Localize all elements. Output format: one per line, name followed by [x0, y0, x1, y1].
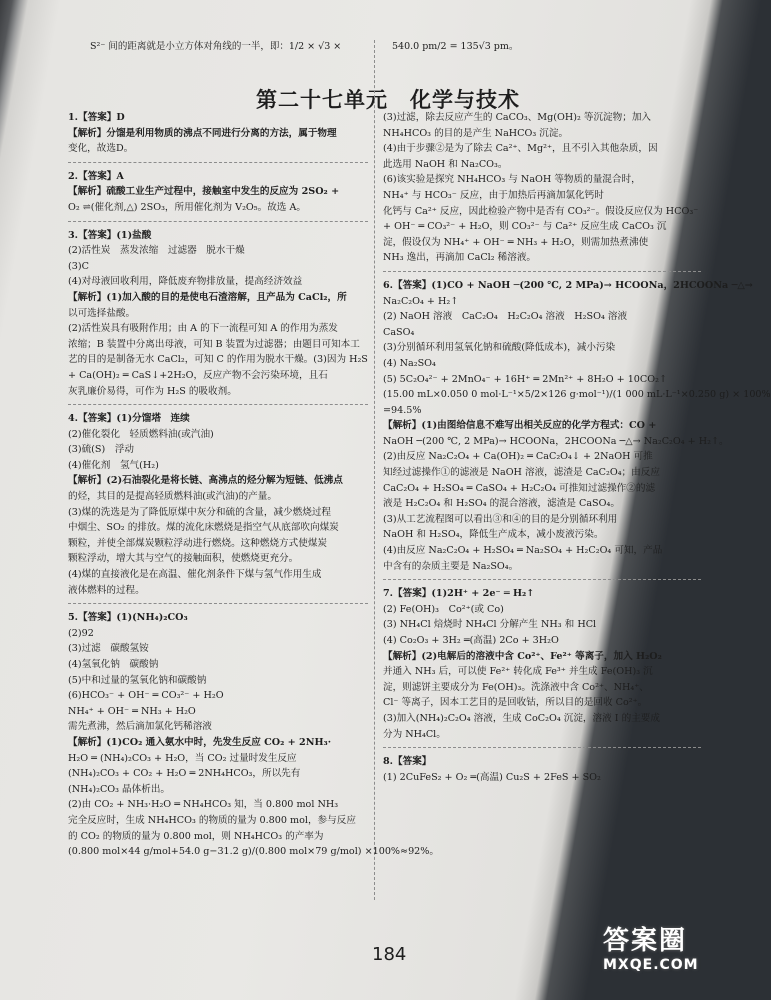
text-line: (3)过滤 碳酸氢铵: [68, 643, 149, 655]
text-line: (4)由反应 Na₂C₂O₄ + H₂SO₄ ═ Na₂SO₄ + H₂C₂O₄ 可知，产品: [383, 545, 663, 557]
text-line: (4)由于步骤②是为了除去 Ca²⁺、Mg²⁺，且不引入其他杂质，因: [383, 143, 658, 155]
text-line: NH₄⁺ + OH⁻ ═ NH₃ + H₂O: [68, 705, 196, 717]
text-line: 分为 NH₄Cl。: [383, 728, 446, 740]
answer-block: [383, 586, 701, 748]
answer-block: [383, 278, 771, 580]
answer-block: [383, 110, 701, 272]
text-line: 的烃，其目的是提高轻质燃料油(或汽油)的产量。: [68, 491, 277, 503]
page-number: 184: [372, 944, 407, 965]
text-line: 灰乳廉价易得，可作为 H₂S 的吸收剂。: [68, 385, 237, 397]
text-line: (2)由反应 Na₂C₂O₄ + Ca(OH)₂ ═ CaC₂O₄↓ + 2NaOH 可推: [383, 451, 653, 463]
text-line: (NH₄)₂CO₃ 晶体析出。: [68, 783, 171, 795]
right-column: [383, 110, 771, 796]
text-line: (2)92: [68, 627, 94, 639]
watermark-site: MXQE.COM: [603, 957, 699, 973]
text-line: (3)硫(S) 浮动: [68, 444, 135, 456]
text-line: (4) Na₂SO₄: [383, 357, 436, 369]
text-line: 液体燃料的过程。: [68, 584, 145, 596]
text-line: 中含有的杂质主要是 Na₂SO₄。: [383, 560, 519, 572]
text-line: (15.00 mL×0.050 0 mol·L⁻¹×5/2×126 g·mol⁻¹)/(1 000 mL·L⁻¹×0.250 g) × 100%: [383, 389, 771, 401]
text-line: CaC₂O₄ + H₂SO₄ ═ CaSO₄ + H₂C₂O₄ 可推知过滤操作②的滤: [383, 482, 656, 494]
text-line: NH₄HCO₃ 的目的是产生 NaHCO₃ 沉淀。: [383, 127, 569, 139]
answer-block: [68, 228, 368, 406]
text-line: 颗粒，并使全部煤炭颗粒浮动进行燃烧。这种燃烧方式使煤炭: [68, 537, 328, 549]
text-line: (3)C: [68, 260, 89, 272]
text-line: NaOH ─(200 ℃, 2 MPa)→ HCOONa，2HCOONa ─△→ Na₂C₂O₄ + H₂↑。: [383, 435, 729, 447]
text-line: (3)加入(NH₄)₂C₂O₄ 溶液，生成 CoC₂O₄ 沉淀，溶液 Ⅰ 的主要成: [383, 712, 660, 724]
text-line: (6)HCO₃⁻ + OH⁻ ═ CO₃²⁻ + H₂O: [68, 690, 224, 702]
text-line: (6)该实验是探究 NH₄HCO₃ 与 NaOH 等物质的量混合时，: [383, 174, 641, 186]
text-line: 变化，故选D。: [68, 143, 134, 155]
text-line: + Ca(OH)₂ ═ CaS↓+2H₂O，反应产物不会污染环境，且石: [68, 369, 328, 381]
watermark-logo: 答案圈: [603, 926, 688, 956]
text-line: Cl⁻ 等离子，因本工艺目的是回收钴，所以目的是回收 Co²⁺。: [383, 697, 648, 709]
text-line: 5.【答案】(1)(NH₄)₂CO₃: [68, 612, 188, 624]
text-line: 2.【答案】A: [68, 170, 124, 182]
text-line: (2) Fe(OH)₃ Co²⁺(或 Co): [383, 603, 504, 615]
text-line: (4)氢氧化钠 碳酸钠: [68, 659, 159, 670]
text-line: 需先煮沸，然后滴加氯化钙稀溶液: [68, 721, 212, 733]
text-line: 6.【答案】(1)CO + NaOH ─(200 ℃, 2 MPa)→ HCOONa，2HCOONa ─△→: [383, 279, 753, 291]
text-line: 7.【答案】(1)2H⁺ + 2e⁻ ═ H₂↑: [383, 588, 535, 600]
text-line: (4)对母液回收利用，降低废弃物排放量，提高经济效益: [68, 276, 303, 288]
header-left-text: S²⁻ 间的距离就是小立方体对角线的一半，即：1/2 × √3 ×: [90, 41, 342, 52]
text-line: 【解析】(1)加入酸的目的是使电石渣溶解，且产品为 CaCl₂，所: [68, 291, 347, 303]
text-line: H₂O ═ (NH₄)₂CO₃ + H₂O，当 CO₂ 过量时发生反应: [68, 752, 297, 764]
text-line: 以可选择盐酸。: [68, 307, 136, 319]
text-line: NH₃ 逸出，再滴加 CaCl₂ 稀溶液。: [383, 252, 537, 264]
text-line: 化钙与 Ca²⁺ 反应，因此检验产物中是否有 CO₃²⁻。假设反应仅为 HCO₃⁻: [383, 205, 699, 217]
text-line: 淀，则滤饼主要成分为 Fe(OH)₃。洗涤液中含 Co²⁺、NH₄⁺、: [383, 681, 649, 693]
text-line: (4)煤的直接液化是在高温、催化剂条件下煤与氢气作用生成: [68, 569, 322, 581]
text-line: (2)活性炭具有吸附作用；由 A 的下一流程可知 A 的作用为蒸发: [68, 323, 338, 335]
text-line: 【解析】硫酸工业生产过程中，接触室中发生的反应为 2SO₂ +: [68, 186, 340, 198]
text-line: (4) Co₂O₃ + 3H₂ ═(高温) 2Co + 3H₂O: [383, 635, 559, 646]
text-line: (5) 5C₂O₄²⁻ + 2MnO₄⁻ + 16H⁺ ═ 2Mn²⁺ + 8H₂O + 10CO₂↑: [383, 373, 667, 385]
text-line: (1) 2CuFeS₂ + O₂ ═(高温) Cu₂S + 2FeS + SO₂: [383, 771, 601, 783]
text-line: O₂ ⇌(催化剂,△) 2SO₃，所用催化剂为 V₂O₅。故选 A。: [68, 201, 306, 213]
text-line: 此选用 NaOH 和 Na₂CO₃。: [383, 158, 508, 170]
text-line: 【解析】(2)电解后的溶液中含 Co²⁺、Fe²⁺ 等离子，加入 H₂O₂: [383, 650, 662, 662]
text-line: 中烟尘、SO₂ 的排放。煤的流化床燃烧是指空气从底部吹向煤炭: [68, 522, 339, 534]
text-line: 8.【答案】: [383, 756, 432, 768]
text-line: (2)活性炭 蒸发浓缩 过滤器 脱水干燥: [68, 245, 245, 257]
text-line: CaSO₄: [383, 326, 415, 338]
text-line: 3.【答案】(1)盐酸: [68, 229, 152, 241]
text-line: NH₄⁺ 与 HCO₃⁻ 反应，由于加热后再滴加氯化钙时: [383, 189, 604, 201]
text-line: (5)中和过量的氢氧化钠和碳酸钠: [68, 674, 207, 686]
text-line: (2) NaOH 溶液 CaC₂O₄ H₂C₂O₄ 溶液 H₂SO₄ 溶液: [383, 311, 628, 323]
text-line: (NH₄)₂CO₃ + CO₂ + H₂O ═ 2NH₄HCO₃，所以先有: [68, 768, 301, 780]
column-divider: [374, 40, 375, 900]
text-line: 完全反应时，生成 NH₄HCO₃ 的物质的量为 0.800 mol，参与反应: [68, 814, 356, 826]
text-line: (0.800 mol×44 g/mol+54.0 g−31.2 g)/(0.800 mol×79 g/mol) ×100%≈92%。: [68, 846, 439, 858]
text-line: 【解析】(2)石油裂化是将长链、高沸点的烃分解为短链、低沸点: [68, 475, 343, 487]
text-line: 淀，假设仅为 NH₄⁺ + OH⁻ ═ NH₃ + H₂O，则需加热煮沸使: [383, 236, 649, 248]
text-line: (3)分别循环利用氢氧化钠和硫酸(降低成本)，减小污染: [383, 342, 616, 354]
answer-block: [68, 411, 368, 604]
header-right-text: 540.0 pm/2 = 135√3 pm。: [392, 41, 519, 52]
text-line: 【解析】(1)由图给信息不难写出相关反应的化学方程式：CO +: [383, 420, 657, 432]
text-line: 浓缩；B 装置中分离出母液，可知 B 装置为过滤器；由题目可知本工: [68, 338, 360, 350]
text-line: (3)从工艺流程图可以看出③和④的目的是分别循环利用: [383, 513, 618, 525]
text-line: 颗粒浮动，增大其与空气的接触面积，使燃烧更充分。: [68, 553, 299, 565]
text-line: 4.【答案】(1)分馏塔 连续: [68, 413, 190, 425]
text-line: Na₂C₂O₄ + H₂↑: [383, 295, 459, 307]
text-line: (2)催化裂化 轻质燃料油(或汽油): [68, 428, 214, 440]
answer-block: [68, 110, 368, 163]
text-line: 知经过滤操作①的滤液是 NaOH 溶液，滤渣是 CaC₂O₄；由反应: [383, 467, 660, 479]
text-line: (3) NH₄Cl 焙烧时 NH₄Cl 分解产生 NH₃ 和 HCl: [383, 619, 597, 631]
text-line: 1.【答案】D: [68, 112, 125, 123]
book-page: [28, 0, 771, 1000]
text-line: (3)煤的洗选是为了降低原煤中灰分和硫的含量，减少燃烧过程: [68, 506, 332, 518]
text-line: (3)过滤，除去反应产生的 CaCO₃、Mg(OH)₂ 等沉淀物；加入: [383, 112, 652, 123]
text-line: =94.5%: [383, 404, 422, 416]
answer-block: [68, 169, 368, 222]
watermark: [603, 920, 733, 990]
text-line: 的 CO₂ 的物质的量为 0.800 mol，则 NH₄HCO₃ 的产率为: [68, 830, 324, 842]
text-line: + OH⁻ ═ CO₃²⁻ + H₂O，则 CO₃²⁻ 与 Ca²⁺ 反应生成 CaCO₃ 沉: [383, 221, 667, 233]
text-line: 艺的目的是制备无水 CaCl₂，可知 C 的作用为脱水干燥。(3)因为 H₂S: [68, 354, 368, 366]
unit-title: 第二十七单元 化学与技术: [256, 88, 520, 112]
text-line: 液是 H₂C₂O₄ 和 H₂SO₄ 的混合溶液，滤渣是 CaSO₄。: [383, 498, 620, 510]
text-line: 【解析】(1)CO₂ 通入氨水中时，先发生反应 CO₂ + 2NH₃·: [68, 736, 332, 748]
text-line: NaOH 和 H₂SO₄，降低生产成本，减小废液污染。: [383, 529, 604, 541]
text-line: (4)催化剂 氢气(H₂): [68, 459, 159, 471]
text-line: (2)由 CO₂ + NH₃·H₂O ═ NH₄HCO₃ 知，当 0.800 mol NH₃: [68, 799, 339, 811]
answer-block: [383, 754, 701, 790]
text-line: 【解析】分馏是利用物质的沸点不同进行分离的方法，属于物理: [68, 127, 337, 139]
text-line: 并通入 NH₃ 后，可以使 Fe²⁺ 转化成 Fe³⁺ 并生成 Fe(OH)₃ 沉: [383, 666, 653, 678]
